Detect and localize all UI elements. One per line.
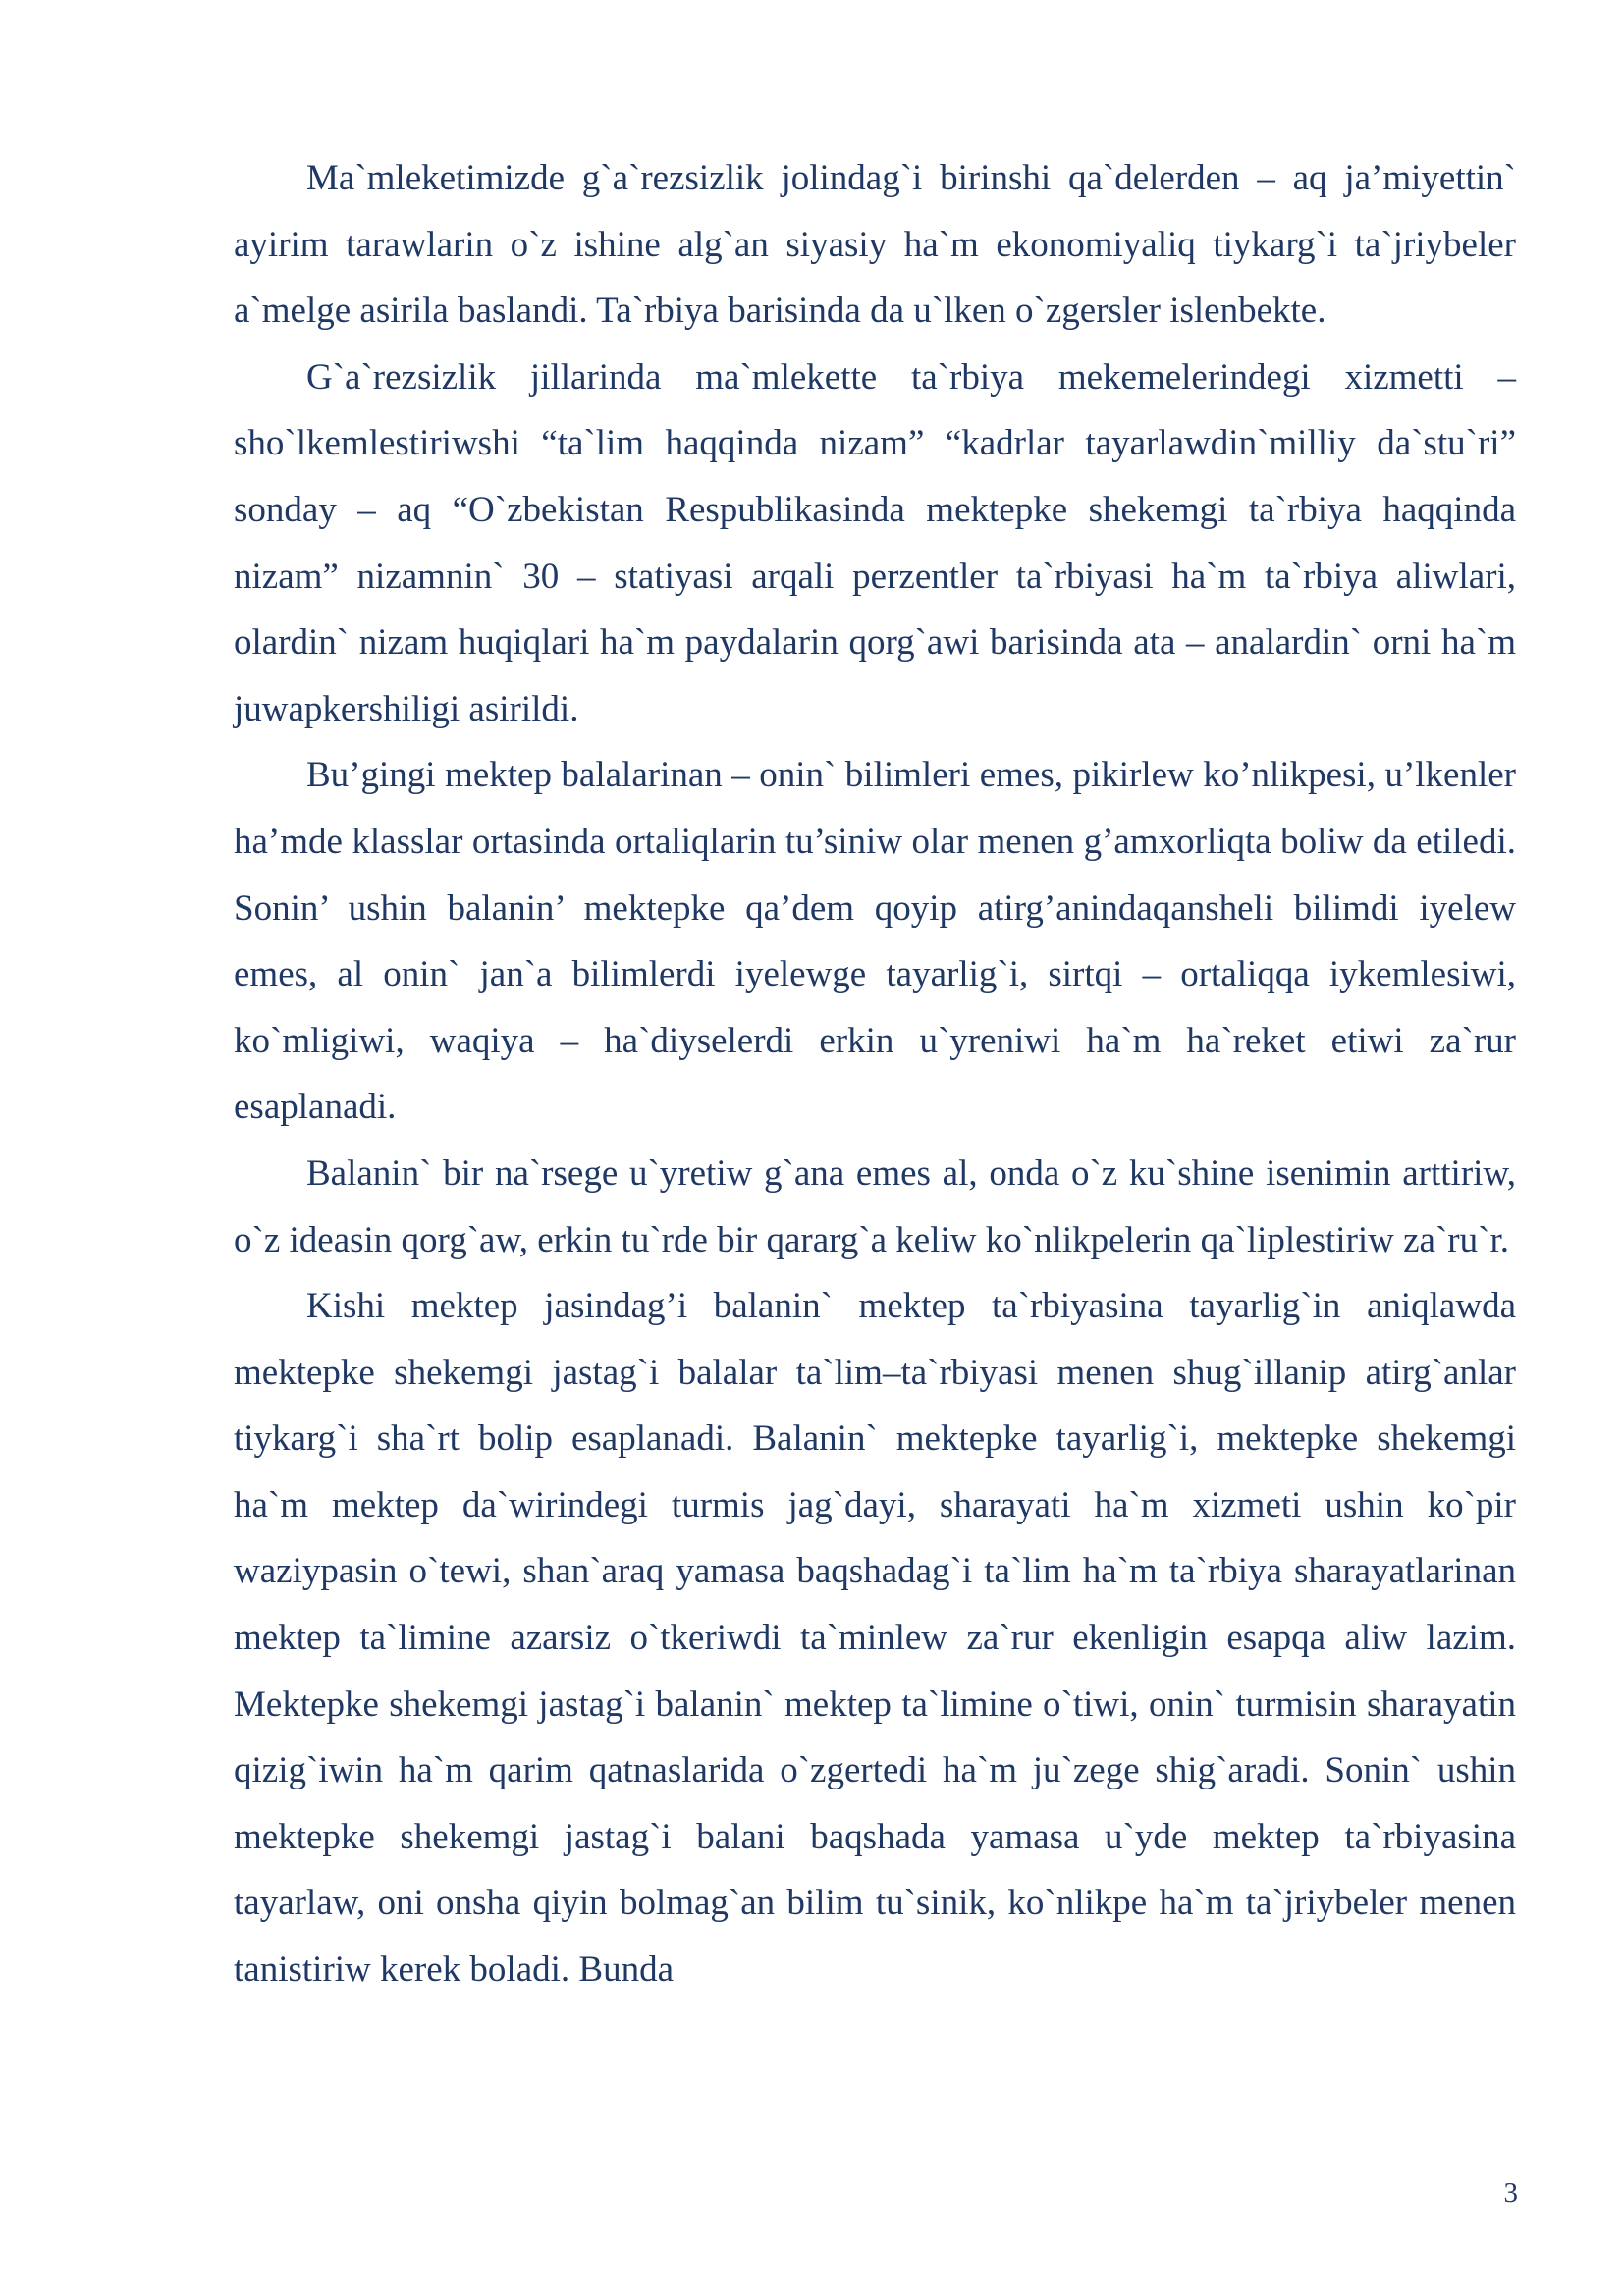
paragraph-2: G`a`rezsizlik jillarinda ma`mlekette ta`rbiya mekemelerindegi xizmetti – sho`lkemlestiriwshi “ta`lim haqqinda nizam” “kadrlar tayarlawdin`milliy da`stu`ri” sonday – aq “O`zbekistan Respublikasinda mektepke shekemgi ta`rbiya haqqinda nizam” nizamnin` 30 – statiyasi arqali perzentler ta`rbiyasi ha`m ta`rbiya aliwlari, olardin` nizam huqiqlari ha`m paydalarin qorg`awi barisinda ata – analardin` orni ha`m juwapkershiligi asirildi. (234, 356, 1516, 729)
paragraph-4: Balanin` bir na`rsege u`yretiw g`ana emes al, onda o`z ku`shine isenimin arttiriw, o`z ideasin qorg`aw, erkin tu`rde bir qararg`a keliw ko`nlikpelerin qa`liplestiriw za`ru`r. (234, 1152, 1516, 1260)
document-body (234, 145, 1516, 2003)
paragraph-3: Bu’gingi mektep balalarinan – onin` bilimleri emes, pikirlew ko’nlikpesi, u’lkenler ha’mde klasslar ortasinda ortaliqlarin tu’siniw olar menen g’amxorliqta boliw da etiledi. Sonin’ ushin balanin’ mektepke qa’dem qoyip atirg’anindaqansheli bilimdi iyelew emes, al onin` jan`a bilimlerdi iyelewge tayarlig`i, sirtqi – ortaliqqa iykemlesiwi, ko`mligiwi, waqiya – ha`diyselerdi erkin u`yreniwi ha`m ha`reket etiwi za`rur esaplanadi. (234, 755, 1516, 1128)
page-number: 3 (1503, 2177, 1518, 2209)
paragraph-1: Ma`mleketimizde g`a`rezsizlik jolindag`i birinshi qa`delerden – aq ja’miyettin` ayirim tarawlarin o`z ishine alg`an siyasiy ha`m ekonomiyaliq tiykarg`i ta`jriybeler a`melge asirila baslandi. Ta`rbiya barisinda da u`lken o`zgersler islenbekte. (234, 158, 1516, 332)
paragraph-5: Kishi mektep jasindag’i balanin` mektep ta`rbiyasina tayarlig`in aniqlawda mektepke shekemgi jastag`i balalar ta`lim–ta`rbiyasi menen shug`illanip atirg`anlar tiykarg`i sha`rt bolip esaplanadi. Balanin` mektepke tayarlig`i, mektepke shekemgi ha`m mektep da`wirindegi turmis jag`dayi, sharayati ha`m xizmeti ushin ko`pir waziypasin o`tewi, shan`araq yamasa baqshadag`i ta`lim ha`m ta`rbiya sharayatlarinan mektep ta`limine azarsiz o`tkeriwdi ta`minlew za`rur ekenligin esapqa aliw lazim. Mektepke shekemgi jastag`i balanin` mektep ta`limine o`tiwi, onin` turmisin sharayatin qizig`iwin ha`m qarim qatnaslarida o`zgertedi ha`m ju`zege shig`aradi. Sonin` ushin mektepke shekemgi jastag`i balani baqshada yamasa u`yde mektep ta`rbiyasina tayarlaw, oni onsha qiyin bolmag`an bilim tu`sinik, ko`nlikpe ha`m ta`jriybeler menen tanistiriw kerek boladi. Bunda (234, 1286, 1516, 1991)
